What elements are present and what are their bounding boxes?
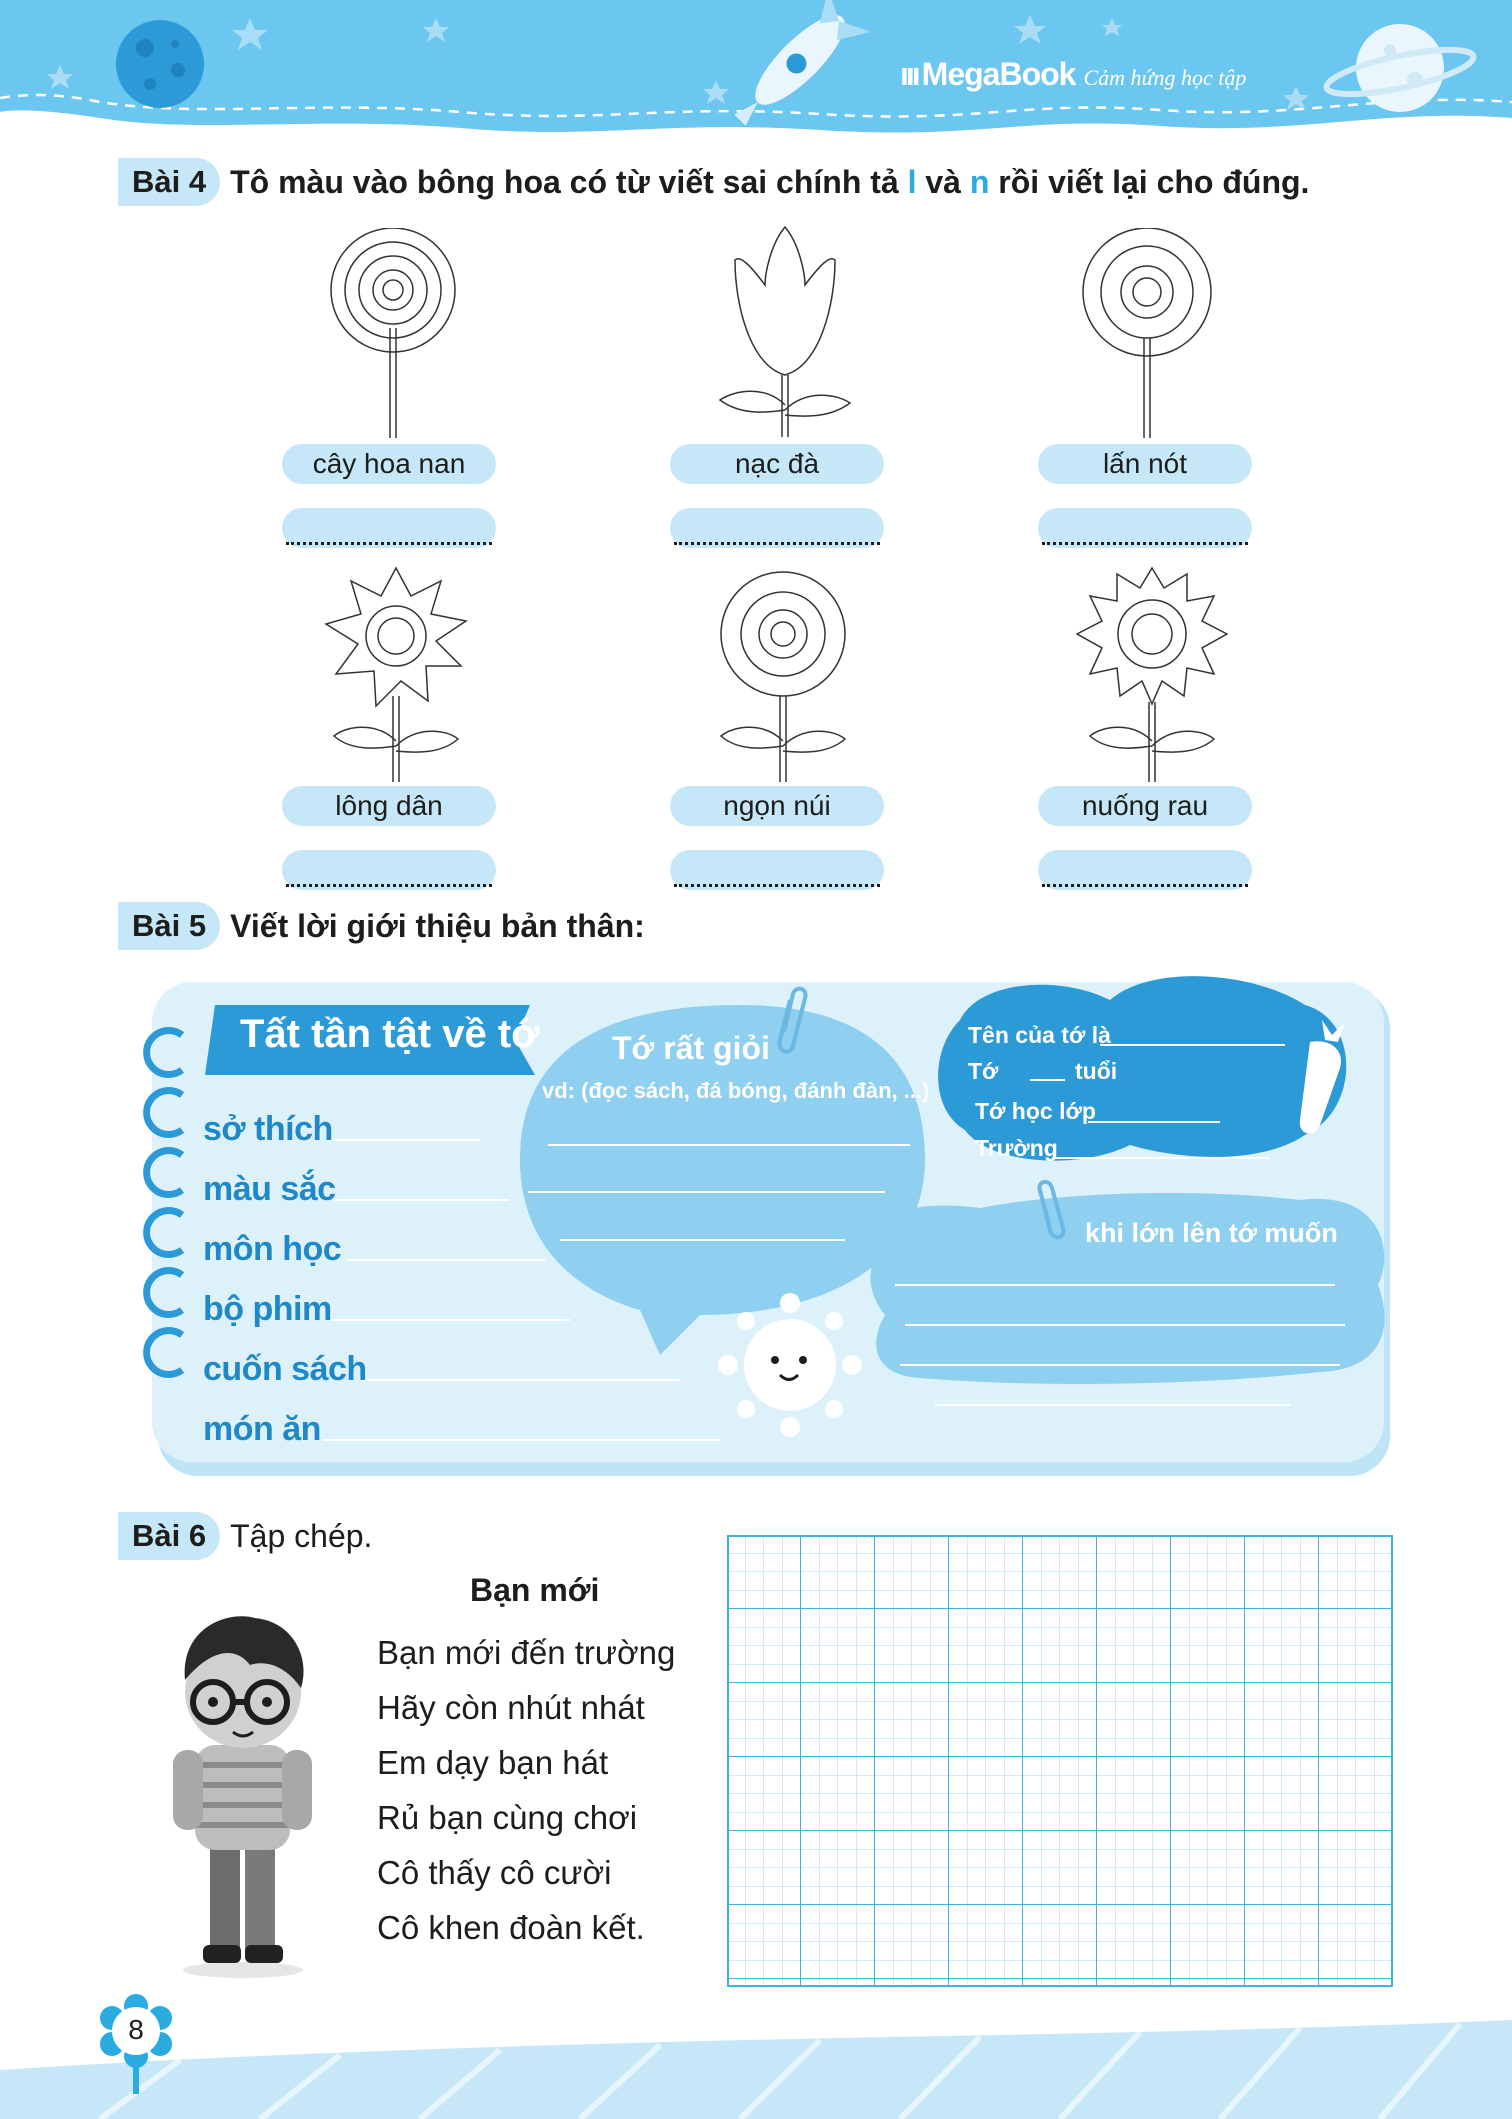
flower-4-image[interactable] <box>316 566 476 784</box>
flower-1-image[interactable] <box>310 228 470 440</box>
word-pill-5: ngọn núi <box>670 786 884 826</box>
word-pill-1: cây hoa nan <box>282 444 496 484</box>
label-food: món ăn <box>203 1410 321 1448</box>
exercise-5-instruction: Viết lời giới thiệu bản thân: <box>230 907 645 944</box>
answer-field-6[interactable] <box>1038 850 1252 890</box>
answer-field-4[interactable] <box>282 850 496 890</box>
answer-field-1[interactable] <box>282 508 496 548</box>
moon-icon <box>116 20 204 108</box>
poem-line-3: Em dạy bạn hát <box>377 1744 609 1781</box>
flower-2-image[interactable] <box>705 225 865 440</box>
poem-line-2: Hãy còn nhút nhát <box>377 1689 645 1726</box>
answer-field-3[interactable] <box>1038 508 1252 548</box>
flower-3-image[interactable] <box>1064 228 1224 440</box>
page-header <box>0 0 1512 150</box>
word-pill-2: nạc đà <box>670 444 884 484</box>
page-number: 8 <box>128 2014 144 2045</box>
exercise-4-tag: Bài 4 <box>118 158 220 206</box>
poem-line-4: Rủ bạn cùng chơi <box>377 1799 638 1836</box>
exercise-6-instruction: Tập chép. <box>230 1517 373 1554</box>
footer-wave <box>0 2020 1512 2119</box>
label-book: cuốn sách <box>203 1350 367 1388</box>
answer-field-5[interactable] <box>670 850 884 890</box>
label-subject: môn học <box>203 1230 342 1268</box>
dream-title: khi lớn lên tớ muốn <box>1085 1218 1338 1248</box>
word-pill-6: nuống rau <box>1038 786 1252 826</box>
age-suffix: tuổi <box>1075 1058 1118 1084</box>
good-at-example: vd: (đọc sách, đá bóng, đánh đàn, ...) <box>542 1078 930 1103</box>
answer-field-2[interactable] <box>670 508 884 548</box>
header-banner <box>0 0 1512 150</box>
exercise-6-heading <box>118 1512 372 1560</box>
label-hobby: sở thích <box>203 1110 333 1148</box>
school-label: Trường <box>975 1135 1058 1161</box>
exercise-6-tag: Bài 6 <box>118 1512 220 1560</box>
handwriting-grid[interactable] <box>727 1535 1393 1987</box>
page-number-badge <box>100 1994 172 2066</box>
word-pill-3: lấn nót <box>1038 444 1252 484</box>
brand <box>900 56 1246 93</box>
poem-line-6: Cô khen đoàn kết. <box>377 1909 645 1946</box>
exercise-4-heading <box>118 158 1309 206</box>
flower-6-image[interactable] <box>1072 566 1232 784</box>
label-color: màu sắc <box>203 1170 336 1208</box>
exercise-4-instruction: Tô màu vào bông hoa có từ viết sai chính tả l và n rồi viết lại cho đúng. <box>230 163 1310 200</box>
exercise-5-heading <box>118 902 645 950</box>
info-cloud <box>938 976 1346 1161</box>
label-movie: bộ phim <box>203 1290 332 1328</box>
poem-line-1: Bạn mới đến trường <box>377 1634 676 1671</box>
flower-5-image[interactable] <box>703 566 863 784</box>
poem-title: Bạn mới <box>470 1572 600 1608</box>
exercise-5-tag: Bài 5 <box>118 902 220 950</box>
age-prefix: Tớ <box>968 1058 999 1084</box>
name-label: Tên của tớ là <box>968 1022 1111 1048</box>
good-at-title: Tớ rất giỏi <box>612 1030 770 1066</box>
poem-line-5: Cô thấy cô cười <box>377 1854 612 1891</box>
about-me-title: Tất tần tật về tớ <box>240 1012 540 1056</box>
class-label: Tớ học lớp <box>975 1098 1096 1124</box>
brand-logo: ııı MegaBook <box>900 56 1076 92</box>
boy-illustration <box>155 1610 330 1980</box>
about-me-board <box>0 960 1512 1480</box>
brand-tagline: Cảm hứng học tập <box>1083 65 1247 90</box>
word-pill-4: lông dân <box>282 786 496 826</box>
